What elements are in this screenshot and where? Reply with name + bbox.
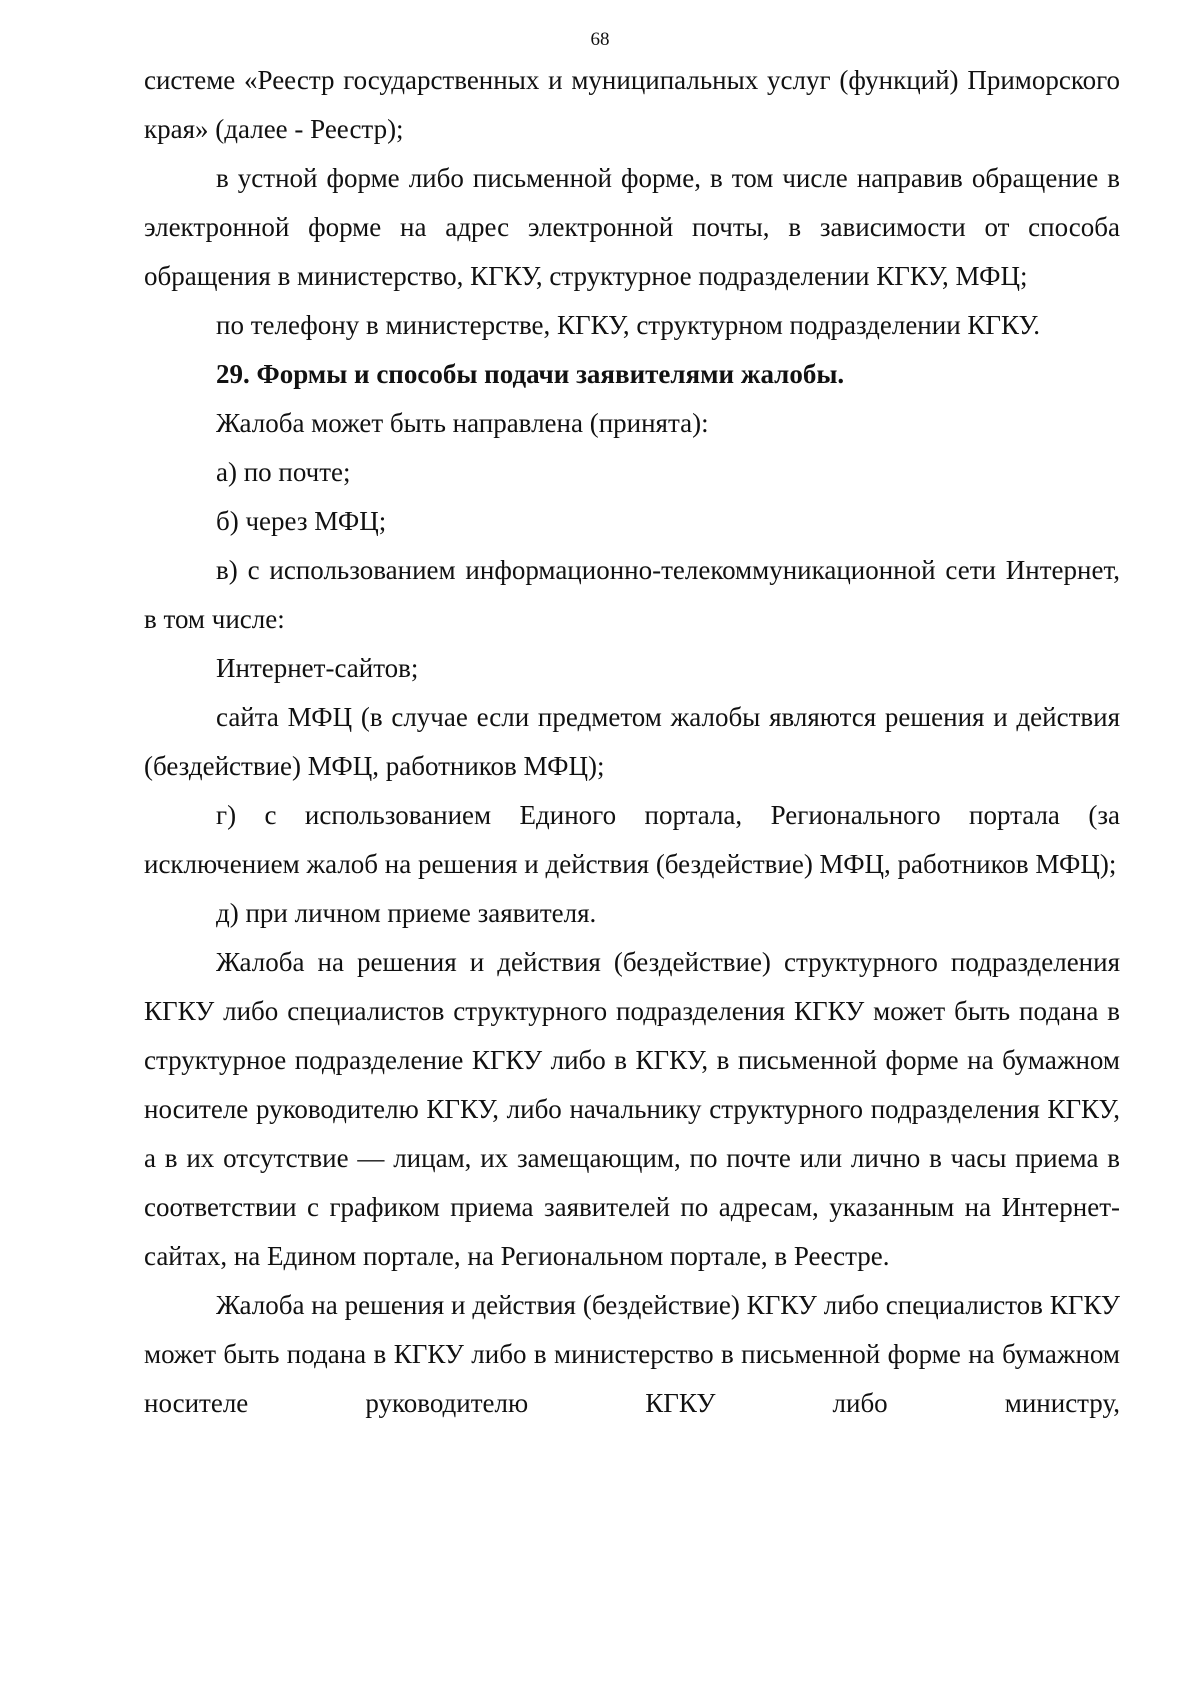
list-item-d: д) при личном приеме заявителя. (216, 898, 597, 928)
list-subitem-websites: Интернет-сайтов; (216, 653, 419, 683)
list-item-b: б) через МФЦ; (216, 506, 387, 536)
document-body (144, 56, 1120, 1428)
list-subitem-mfc-site: сайта МФЦ (в случае если предметом жалобы являются решения и действия (бездействие) МФЦ, работников МФЦ); (144, 702, 1120, 781)
paragraph-registry: системе «Реестр государственных и муниципальных услуг (функций) Приморского края» (далее - Реестр); (144, 65, 1120, 144)
paragraph-phone: по телефону в министерстве, КГКУ, структурном подразделении КГКУ. (216, 310, 1040, 340)
paragraph-structural-unit-complaint: Жалоба на решения и действия (бездействие) структурного подразделения КГКУ либо специалистов структурного подразделения КГКУ может быть подана в структурное подразделение КГКУ либо в КГКУ, в письменной форме на бумажном носителе руководителю КГКУ, либо начальнику структурного подразделения КГКУ, а в их отсутствие — лицам, их замещающим, по почте или лично в часы приема в соответствии с графиком приема заявителей по адресам, указанным на Интернет-сайтах, на Едином портале, на Региональном портале, в Реестре. (144, 947, 1120, 1271)
section-heading-29: 29. Формы и способы подачи заявителями жалобы. (216, 359, 845, 389)
paragraph-kgku-complaint: Жалоба на решения и действия (бездействие) КГКУ либо специалистов КГКУ может быть подана в КГКУ либо в министерство в письменной форме на бумажном носителе руководителю КГКУ либо министру, (144, 1290, 1120, 1418)
paragraph-oral-written: в устной форме либо письменной форме, в том числе направив обращение в электронной форме на адрес электронной почты, в зависимости от способа обращения в министерство, КГКУ, структурное подразделении КГКУ, МФЦ; (144, 163, 1120, 291)
paragraph-complaint-intro: Жалоба может быть направлена (принята): (216, 408, 709, 438)
list-item-a: а) по почте; (216, 457, 351, 487)
page-number: 68 (590, 29, 610, 50)
list-item-v: в) с использованием информационно-телекоммуникационной сети Интернет, в том числе: (144, 555, 1120, 634)
list-item-g: г) с использованием Единого портала, Регионального портала (за исключением жалоб на решения и действия (бездействие) МФЦ, работников МФЦ); (144, 800, 1120, 879)
